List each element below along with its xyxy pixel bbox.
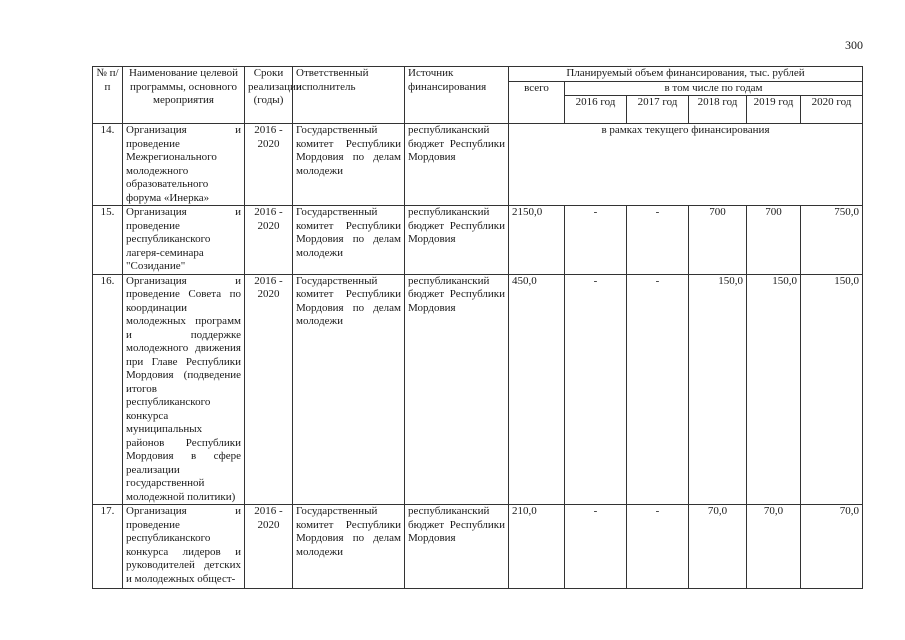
header-total: всего: [509, 81, 565, 124]
row-2019: 70,0: [747, 505, 801, 589]
row-name: Организация и проведение Совета по координации молодежных программ и поддержке молодежного движения при Главе Республики Мордовия (подведение итогов республиканского конкурса муниципальных районов Республики Мордовия в сфере реализации государственной молодежной политики): [123, 274, 245, 505]
row-2016: -: [565, 206, 627, 275]
financing-table: [92, 66, 863, 589]
table-row: [93, 124, 863, 206]
row-2017: -: [627, 206, 689, 275]
row-term: 2016 - 2020: [245, 274, 293, 505]
row-responsible: Государственный комитет Республики Мордовия по делам молодежи: [293, 274, 405, 505]
header-term: Сроки реализации (годы): [245, 67, 293, 124]
row-term: 2016 - 2020: [245, 124, 293, 206]
row-term: 2016 - 2020: [245, 206, 293, 275]
row-responsible: Государственный комитет Республики Мордовия по делам молодежи: [293, 124, 405, 206]
header-source: Источник финансирования: [405, 67, 509, 124]
header-planned: Планируемый объем финансирования, тыс. рублей: [509, 67, 863, 82]
table-row: [93, 505, 863, 589]
row-name: Организация и проведение республиканского конкурса лидеров и руководителей детских и молодежных общест-: [123, 505, 245, 589]
row-term: 2016 - 2020: [245, 505, 293, 589]
row-2019: 150,0: [747, 274, 801, 505]
row-2020: 70,0: [801, 505, 863, 589]
row-num: 17.: [93, 505, 123, 589]
row-2019: 700: [747, 206, 801, 275]
table-row: [93, 274, 863, 505]
row-name: Организация и проведение республиканского лагеря-семинара "Созидание": [123, 206, 245, 275]
row-responsible: Государственный комитет Республики Мордовия по делам молодежи: [293, 505, 405, 589]
page-number: 300: [845, 38, 863, 52]
header-name: Наименование целевой программы, основного мероприятия: [123, 67, 245, 124]
row-total: 210,0: [509, 505, 565, 589]
header-by-years: в том числе по годам: [565, 81, 863, 96]
row-name: Организация и проведение Межрегионального молодежного образовательного форума «Инерка»: [123, 124, 245, 206]
row-2020: 150,0: [801, 274, 863, 505]
row-source: республиканский бюджет Республики Мордовия: [405, 274, 509, 505]
row-responsible: Государственный комитет Республики Мордовия по делам молодежи: [293, 206, 405, 275]
row-total: 2150,0: [509, 206, 565, 275]
row-2016: -: [565, 505, 627, 589]
row-num: 15.: [93, 206, 123, 275]
row-source: республиканский бюджет Республики Мордовия: [405, 206, 509, 275]
table-row: [93, 206, 863, 275]
row-financing-note: в рамках текущего финансирования: [509, 124, 863, 206]
row-2018: 700: [689, 206, 747, 275]
row-total: 450,0: [509, 274, 565, 505]
header-2018: 2018 год: [689, 96, 747, 124]
header-2016: 2016 год: [565, 96, 627, 124]
row-source: республиканский бюджет Республики Мордовия: [405, 124, 509, 206]
header-2017: 2017 год: [627, 96, 689, 124]
row-2017: -: [627, 505, 689, 589]
header-2020: 2020 год: [801, 96, 863, 124]
header-2019: 2019 год: [747, 96, 801, 124]
row-2018: 70,0: [689, 505, 747, 589]
row-2020: 750,0: [801, 206, 863, 275]
header-num: № п/п: [93, 67, 123, 124]
row-2017: -: [627, 274, 689, 505]
row-2018: 150,0: [689, 274, 747, 505]
header-responsible: Ответственный исполнитель: [293, 67, 405, 124]
row-2016: -: [565, 274, 627, 505]
row-num: 14.: [93, 124, 123, 206]
row-num: 16.: [93, 274, 123, 505]
row-source: республиканский бюджет Республики Мордовия: [405, 505, 509, 589]
